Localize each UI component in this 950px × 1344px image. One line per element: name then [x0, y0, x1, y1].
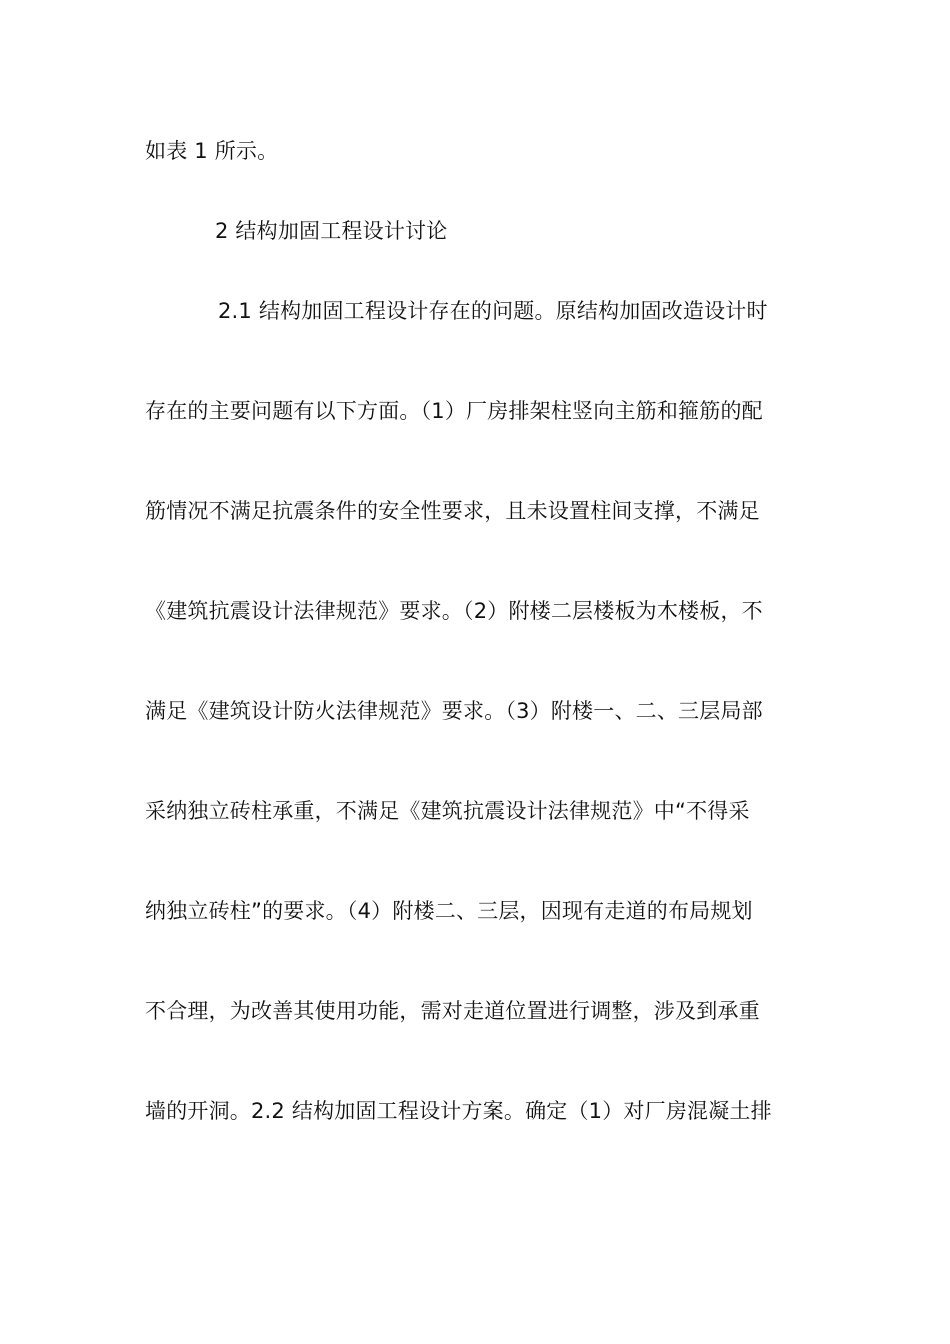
paragraph-line: 筋情况不满足抗震条件的安全性要求，且未设置柱间支撑，不满足: [145, 499, 760, 523]
paragraph-line: 满足《建筑设计防火法律规范》要求。（3）附楼一、二、三层局部: [145, 699, 763, 723]
text-line-table-reference: 如表 1 所示。: [145, 139, 279, 163]
paragraph-line: 存在的主要问题有以下方面。（1）厂房排架柱竖向主筋和箍筋的配: [145, 399, 763, 423]
paragraph-line: 《建筑抗震设计法律规范》要求。（2）附楼二层楼板为木楼板，不: [145, 599, 763, 623]
subsection-paragraph-start: 2.1 结构加固工程设计存在的问题。原结构加固改造设计时: [218, 299, 768, 323]
paragraph-line: 采纳独立砖柱承重，不满足《建筑抗震设计法律规范》中“不得采: [145, 799, 750, 823]
paragraph-line: 不合理，为改善其使用功能，需对走道位置进行调整，涉及到承重: [145, 999, 760, 1023]
paragraph-line: 纳独立砖柱”的要求。（4）附楼二、三层，因现有走道的布局规划: [145, 899, 753, 923]
section-heading: 2 结构加固工程设计讨论: [215, 219, 448, 243]
paragraph-line: 墙的开洞。2.2 结构加固工程设计方案。确定（1）对厂房混凝土排: [145, 1099, 772, 1123]
